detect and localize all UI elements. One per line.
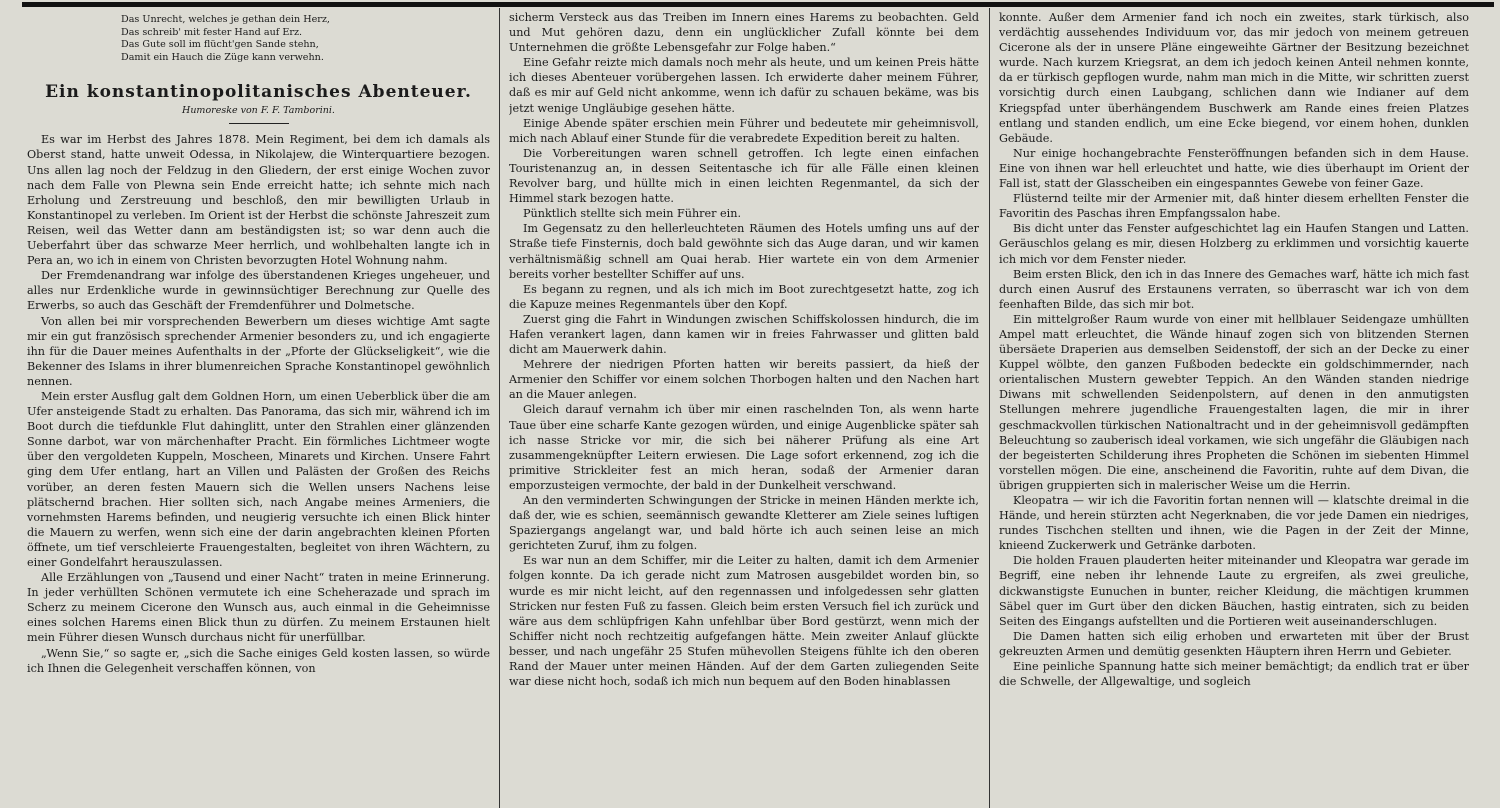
paragraph: konnte. Außer dem Armenier fand ich noch ein zweites, stark türkisch, also verdächtig aussehendes Individuum vor, das mir jedoch von meinem getreuen Cicerone als der in unsere Pläne eingeweihte Gärtner der Besitzung bezeichnet wurde. Nach kurzem Kriegsrat, an dem ich jedoch keinen Anteil nehmen konnte, da er türkisch gepflogen wurde, nahm man mich in die Mitte, wir schritten zuerst vorsichtig durch einen Laubgang, schlichen dann wie Indianer auf dem Kriegspfad unter überhängendem Buschwerk am Rande eines freien Platzes entlang und standen endlich, um eine Ecke biegend, vor einem hohen, dunklen Gebäude. <box>999 11 1469 145</box>
poem-line: Das Gute soll im flücht'gen Sande stehn, <box>121 39 319 51</box>
top-border-rule <box>22 2 1494 7</box>
paragraph: Es begann zu regnen, und als ich mich im Boot zurechtgesetzt hatte, zog ich die Kapuze meines Regenmantels über den Kopf. <box>509 282 979 311</box>
paragraph: Ein mittelgroßer Raum wurde von einer mit hellblauer Seidengaze umhüllten Ampel matt erleuchtet, die Wände hinauf zogen sich von blitzenden Sternen übersäete Draperien aus demselben Seidenstoff, der sich an der Decke zu einer Kuppel wölbte, den ganzen Fußboden bedeckte ein goldschimmernder, nach orientalischen Mustern gewebter Teppich. An den Wänden standen niedrige Diwans mit schwellenden Seidenpolstern, auf denen in den anmutigsten Stellungen mehrere jugendliche Frauengestalten lagen, die mir in ihrer geschmackvollen türkischen Nationaltracht und in der geheimnisvoll gedämpften Beleuchtung so zauberisch ideal vorkamen, wie sich ungefähr die Gläubigen nach der begeisterten Schilderung ihres Propheten die Schönen im siebenten Himmel vorstellen mögen. Die eine, anscheinend die Favoritin, ruhte auf dem Divan, die übrigen gruppierten sich in malerischer Weise um die Herrin. <box>999 312 1469 492</box>
paragraph: Mehrere der niedrigen Pforten hatten wir bereits passiert, da hieß der Armenier den Schiffer vor einem solchen Thorbogen halten und den Nachen hart an die Mauer anlegen. <box>509 358 979 402</box>
column-divider <box>989 8 990 808</box>
column-1 <box>27 10 490 806</box>
paragraph: „Wenn Sie,“ so sagte er, „sich die Sache einiges Geld kosten lassen, so würde ich Ihnen die Gelegenheit verschaffen können, von <box>27 646 490 675</box>
paragraph: Beim ersten Blick, den ich in das Innere des Gemaches warf, hätte ich mich fast durch einen Ausruf des Erstaunens verraten, so überrascht war ich von dem feenhaften Bilde, das sich mir bot. <box>999 267 1469 311</box>
paragraph: Im Gegensatz zu den hellerleuchteten Räumen des Hotels umfing uns auf der Straße tiefe Finsternis, doch bald gewöhnte sich das Auge daran, und wir kamen verhältnismäßig schnell am Quai herab. Hier wartete ein von dem Armenier bereits vorher bestellter Schiffer auf uns. <box>509 222 979 281</box>
article-title: Ein konstantinopolitanisches Abenteuer. <box>45 82 472 103</box>
paragraph: Es war nun an dem Schiffer, mir die Leiter zu halten, damit ich dem Armenier folgen konnte. Da ich gerade nicht zum Matrosen ausgebildet worden bin, so wurde es mir nicht leicht, auf den regennassen und infolgedessen sehr glatten Stricken nur festen Fuß zu fassen. Gleich beim ersten Versuch fiel ich zurück und wäre aus dem schlüpfrigen Kahn unfehlbar über Bord gestürzt, wenn mich der Schiffer nicht noch rechtzeitig aufgefangen hätte. Mein zweiter Anlauf glückte besser, und nach ungefähr 25 Stufen mühevollen Steigens fühlte ich den oberen Rand der Mauer unter meinen Händen. Auf der dem Garten zuliegenden Seite war diese nicht hoch, sodaß ich mich nun bequem auf den Boden hinablassen <box>509 554 979 689</box>
poem-line: Das schreib' mit fester Hand auf Erz. <box>121 26 303 38</box>
paragraph: sicherm Versteck aus das Treiben im Innern eines Harems zu beobachten. Geld und Mut gehören dazu, denn ein unglücklicher Zufall könnte bei dem Unternehmen die größte Lebensgefahr zur Folge haben.“ <box>509 11 979 55</box>
paragraph: Flüsternd teilte mir der Armenier mit, daß hinter diesem erhellten Fenster die Favoritin des Paschas ihren Empfangssalon habe. <box>999 192 1469 221</box>
paragraph: Pünktlich stellte sich mein Führer ein. <box>523 207 742 221</box>
paragraph: Bis dicht unter das Fenster aufgeschichtet lag ein Haufen Stangen und Latten. Geräuschlos gelang es mir, diesen Holzberg zu erklimmen und vorsichtig kauerte ich mich vor dem Fenster nieder. <box>999 222 1469 266</box>
paragraph: Eine peinliche Spannung hatte sich meiner bemächtigt; da endlich trat er über die Schwelle, der Allgewaltige, und sogleich <box>999 660 1469 689</box>
paragraph: Kleopatra — wir ich die Favoritin fortan nennen will — klatschte dreimal in die Hände, und herein stürzten acht Negerknaben, die vor jede Damen ein niedriges, rundes Tischchen stellten und ihnen, wie die Pagen in der Zeit der Minne, knieend Zuckerwerk und Getränke darboten. <box>999 494 1469 553</box>
paragraph: Alle Erzählungen von „Tausend und einer Nacht“ traten in meine Erinnerung. In jeder verhüllten Schönen vermutete ich eine Scheherazade und sprach im Scherz zu meinem Cicerone den Wunsch aus, auch einmal in die Geheimnisse eines solchen Harems einen Blick thun zu dürfen. Zu meinem Erstaunen hielt mein Führer diesen Wunsch durchaus nicht für unerfüllbar. <box>27 571 490 645</box>
paragraph: Zuerst ging die Fahrt in Windungen zwischen Schiffskolossen hindurch, die im Hafen verankert lagen, dann kamen wir in freies Fahrwasser und glitten bald dicht am Mauerwerk dahin. <box>509 312 979 357</box>
epigraph-poem <box>121 14 490 64</box>
paragraph: Gleich darauf vernahm ich über mir einen raschelnden Ton, als wenn harte Taue über eine scharfe Kante gezogen würden, und einige Augenblicke später sah ich nasse Stricke vor mir, die sich bei näherer Prüfung als eine Art zusammengeknüpfter Leitern erwiesen. Die Lage sofort erkennend, zog ich die primitive Strickleiter fest an mich heran, sodaß der Armenier daran emporzusteigen vermochte, der bald in der Dunkelheit verschwand. <box>509 403 979 492</box>
paragraph: Die Vorbereitungen waren schnell getroffen. Ich legte einen einfachen Touristenanzug an, in dessen Seitentasche ich für alle Fälle einen kleinen Revolver barg, und hüllte mich in einen leichten Regenmantel, da sich der Himmel stark bezogen hatte. <box>509 146 979 206</box>
poem-line: Damit ein Hauch die Züge kann verwehn. <box>121 51 324 63</box>
paragraph: Von allen bei mir vorsprechenden Bewerbern um dieses wichtige Amt sagte mir ein gut französisch sprechender Armenier besonders zu, und ich engagierte ihn für die Dauer meines Aufenthalts in der „Pforte der Glückseligkeit“, wie die Bekenner des Islams in ihrer blumenreichen Sprache Konstantinopel gewöhnlich nennen. <box>27 314 490 388</box>
paragraph: Einige Abende später erschien mein Führer und bedeutete mir geheimnisvoll, mich nach Ablauf einer Stunde für die verabredete Expedition bereit zu halten. <box>509 116 979 145</box>
paragraph: Es war im Herbst des Jahres 1878. Mein Regiment, bei dem ich damals als Oberst stand, hatte unweit Odessa, in Nikolajew, die Winterquartiere bezogen. Uns allen lag noch der Feldzug in den Gliedern, der erst einige Wochen zuvor nach dem Falle von Plewna sein Ende erreicht hatte; ich sehnte mich nach Erholung und Zerstreuung und beschloß, den mir bewilligten Urlaub in Konstantinopel zu verleben. Im Orient ist der Herbst die schönste Jahreszeit zum Reisen, weil das Wetter dann am beständigsten ist; so war denn auch die Ueberfahrt über das schwarze Meer herrlich, und wohlbehalten langte ich in Pera an, wo ich in einem von Christen bevorzugten Hotel Wohnung nahm. <box>27 133 490 268</box>
paragraph: Mein erster Ausflug galt dem Goldnen Horn, um einen Ueberblick über die am Ufer ansteigende Stadt zu erhalten. Das Panorama, das sich mir, während ich im Boot durch die tiefdunkle Flut dahinglitt, unter den Strahlen einer glänzenden Sonne darbot, war von märchenhafter Pracht. Ein förmliches Lichtmeer wogte über den vergoldeten Kuppeln, Moscheen, Minarets und Kirchen. Unsere Fahrt ging dem Ufer entlang, hart an Villen und Palästen der Großen des Reichs vorüber, an deren festen Mauern sich die Wellen unsers Nachens leise plätschernd brachen. Hier sollten sich, nach Angabe meines Armeniers, die vornehmsten Harems befinden, und neugierig versuchte ich einen Blick hinter die Mauern zu werfen, wenn sich eine der darin angebrachten kleinen Pforten öffnete, um tief verschleierte Frauengestalten, begleitet von ihren Wächtern, zu einer Gondelfahrt herauszulassen. <box>27 389 490 569</box>
paragraph: Eine Gefahr reizte mich damals noch mehr als heute, und um keinen Preis hätte ich dieses Abenteuer vorübergehen lassen. Ich erwiderte daher meinem Führer, daß es mir auf Geld nicht ankomme, wenn ich dafür zu schauen bekäme, was bis jetzt wenige Ungläubige gesehen hätte. <box>509 56 979 115</box>
article-byline: Humoreske von F. F. Tamborini. <box>182 105 335 117</box>
poem-line: Das Unrecht, welches je gethan dein Herz, <box>121 14 330 25</box>
title-divider <box>229 123 289 124</box>
paragraph: Der Fremdenandrang war infolge des überstandenen Krieges ungeheuer, und alles nur Erdenkliche wurde in gewinnsüchtiger Berechnung zur Quelle des Erwerbs, so auch das Geschäft der Fremdenführer und Dolmetsche. <box>27 269 490 313</box>
paragraph: An den verminderten Schwingungen der Stricke in meinen Händen merkte ich, daß der, wie es schien, seemännisch gewandte Kletterer am Ziele seines luftigen Spaziergangs angelangt war, und bald hörte ich auch seinen leise an mich gerichteten Zuruf, ihm zu folgen. <box>509 494 979 553</box>
column-divider <box>499 8 500 808</box>
paragraph: Nur einige hochangebrachte Fensteröffnungen befanden sich in dem Hause. Eine von ihnen war hell erleuchtet und hatte, wie dies überhaupt im Orient der Fall ist, statt der Glasscheiben ein eingespanntes Gewebe von feiner Gaze. <box>999 146 1469 191</box>
paragraph: Die holden Frauen plauderten heiter miteinander und Kleopatra war gerade im Begriff, eine neben ihr lehnende Laute zu ergreifen, als zwei greuliche, dickwanstigste Eunuchen in bunter, reicher Kleidung, die mächtigen krummen Säbel quer im Gurt über den dicken Bäuchen, hastig eintraten, sich zu beiden Seiten des Eingangs aufstellten und die Portieren weit auseinanderschlugen. <box>999 554 1469 628</box>
column-3 <box>999 10 1469 806</box>
column-2 <box>509 10 979 806</box>
paragraph: Die Damen hatten sich eilig erhoben und erwarteten mit über der Brust gekreuzten Armen und demütig gesenkten Häuptern ihren Herrn und Gebieter. <box>999 629 1469 658</box>
